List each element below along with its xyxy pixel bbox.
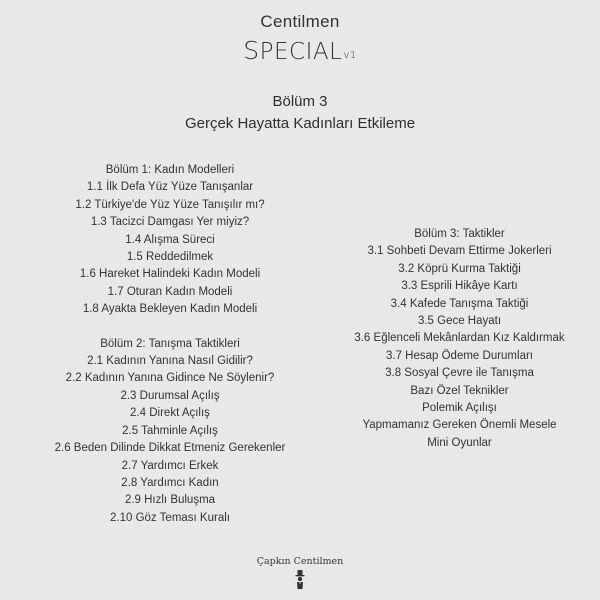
special-rest: PECIAL xyxy=(259,39,343,65)
special-first-letter: S xyxy=(243,36,260,65)
list-item: 3.3 Esprili Hikâye Kartı xyxy=(401,280,518,293)
list-item: 2.1 Kadının Yanına Nasıl Gidilir? xyxy=(87,355,253,368)
list-item: Polemik Açılışı xyxy=(422,402,497,415)
list-item: 2.3 Durumsal Açılış xyxy=(120,389,220,402)
brand-special-logo xyxy=(243,36,356,65)
list-item: 3.6 Eğlenceli Mekânlardan Kız Kaldırmak xyxy=(354,332,565,345)
list-item: 1.7 Oturan Kadın Modeli xyxy=(107,285,233,298)
list-item: 2.10 Göz Teması Kuralı xyxy=(110,511,230,524)
section-heading: Bölüm 1: Kadın Modelleri xyxy=(105,164,235,176)
section-spacer xyxy=(30,319,310,336)
list-item: 1.6 Hareket Halindeki Kadın Modeli xyxy=(79,268,261,281)
list-item: 3.2 Köprü Kurma Taktiği xyxy=(398,262,521,275)
list-item: 3.4 Kafede Tanışma Taktiği xyxy=(390,297,529,310)
list-item: 1.2 Türkiye'de Yüz Yüze Tanışılır mı? xyxy=(75,198,265,211)
chapter-number: Bölüm 3 xyxy=(272,93,328,110)
list-item: 3.7 Hesap Ödeme Durumları xyxy=(385,349,533,362)
list-item: 2.8 Yardımcı Kadın xyxy=(121,476,219,489)
section-heading: Bölüm 2: Tanışma Taktikleri xyxy=(100,337,240,350)
list-item: 1.1 İlk Defa Yüz Yüze Tanışanlar xyxy=(86,181,254,194)
chapter-title: Gerçek Hayatta Kadınları Etkileme xyxy=(184,115,416,132)
brand-name: Centilmen xyxy=(260,12,340,31)
list-item: 2.6 Beden Dilinde Dikkat Etmeniz Gerekenler xyxy=(54,442,286,455)
list-item: 1.8 Ayakta Bekleyen Kadın Modeli xyxy=(82,303,258,316)
header xyxy=(0,10,600,65)
list-item: Yapmamanız Gereken Önemli Mesele xyxy=(362,419,557,432)
list-item: 1.3 Tacizci Damgası Yer miyiz? xyxy=(90,216,250,229)
footer-brand: Çapkın Centilmen xyxy=(256,556,344,567)
list-item: 2.9 Hızlı Buluşma xyxy=(124,494,216,507)
list-item: 3.1 Sohbeti Devam Ettirme Jokerleri xyxy=(367,245,552,258)
right-column xyxy=(322,226,597,452)
list-item: 1.5 Reddedilmek xyxy=(126,251,214,264)
section-heading: Bölüm 3: Taktikler xyxy=(414,228,505,240)
list-item: 2.4 Direkt Açılış xyxy=(130,407,210,420)
left-column xyxy=(30,162,310,527)
chapter-heading xyxy=(0,90,600,132)
footer xyxy=(0,556,600,590)
list-item: 1.4 Alışma Süreci xyxy=(125,233,215,246)
special-version: v1 xyxy=(343,50,357,61)
list-item: 2.5 Tahminle Açılış xyxy=(122,424,218,437)
list-item: Bazı Özel Teknikler xyxy=(410,384,509,397)
gentleman-icon xyxy=(295,570,305,590)
list-item: 3.8 Sosyal Çevre ile Tanışma xyxy=(385,367,534,380)
list-item: 3.5 Gece Hayatı xyxy=(417,315,502,328)
list-item: 2.7 Yardımcı Erkek xyxy=(121,459,219,472)
list-item: 2.2 Kadının Yanına Gidince Ne Söylenir? xyxy=(65,372,275,385)
list-item: Mini Oyunlar xyxy=(427,436,492,449)
